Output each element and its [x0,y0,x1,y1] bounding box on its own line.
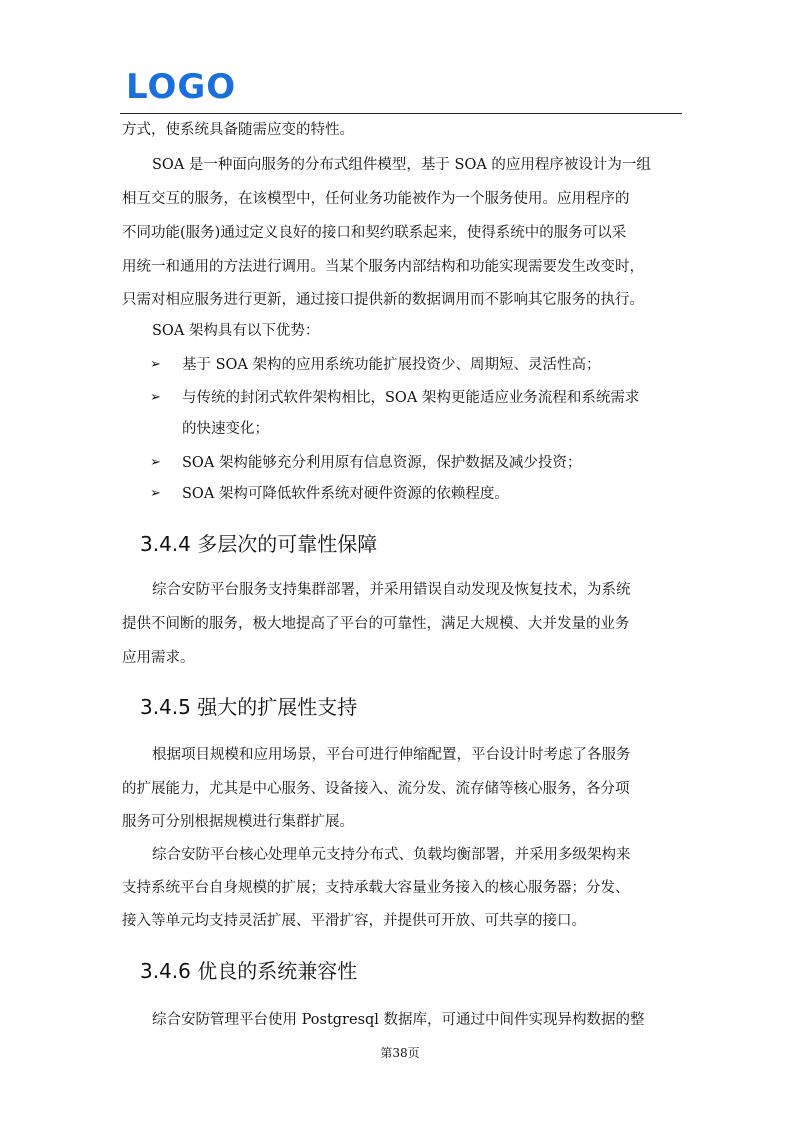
bullet-arrow-icon: ➢ [150,486,161,501]
paragraph-line: 用统一和通用的方法进行调用。当某个服务内部结构和功能实现需要发生改变时， [122,259,644,275]
bullet-item: SOA 架构能够充分利用原有信息资源，保护数据及减少投资； [182,455,582,471]
paragraph-line: 综合安防平台服务支持集群部署，并采用错误自动发现及恢复技术，为系统 [152,582,631,598]
paragraph-line: 综合安防平台核心处理单元支持分布式、负载均衡部署，并采用多级架构来 [152,847,631,863]
section-heading: 3.4.6 优良的系统兼容性 [140,959,358,983]
paragraph-line: 根据项目规模和应用场景，平台可进行伸缩配置，平台设计时考虑了各服务 [152,747,631,763]
paragraph-line: 的扩展能力，尤其是中心服务、设备接入、流分发、流存储等核心服务，各分项 [122,781,630,797]
header-rule [120,113,682,114]
bullet-item: 基于 SOA 架构的应用系统功能扩展投资少、周期短、灵活性高； [182,357,601,373]
paragraph-line: 服务可分别根据规模进行集群扩展。 [122,814,354,830]
paragraph-line: 支持系统平台自身规模的扩展；支持承载大容量业务接入的核心服务器；分发、 [122,880,630,896]
paragraph-line: 相互交互的服务，在该模型中，任何业务功能被作为一个服务使用。应用程序的 [122,191,630,207]
logo: LOGO [126,67,237,107]
section-heading: 3.4.5 强大的扩展性支持 [140,695,358,719]
bullet-arrow-icon: ➢ [150,390,161,405]
bullet-arrow-icon: ➢ [150,455,161,470]
section-heading: 3.4.4 多层次的可靠性保障 [140,532,378,556]
paragraph-line: SOA 是一种面向服务的分布式组件模型，基于 SOA 的应用程序被设计为一组 [152,157,651,173]
page-number: 第38页 [380,1046,420,1060]
paragraph-line: 应用需求。 [122,650,195,666]
bullet-arrow-icon: ➢ [150,357,161,372]
bullet-item-continuation: 的快速变化； [182,421,269,437]
paragraph-line: 只需对相应服务进行更新，通过接口提供新的数据调用而不影响其它服务的执行。 [122,292,644,308]
bullet-item: 与传统的封闭式软件架构相比，SOA 架构更能适应业务流程和系统需求 [182,390,640,406]
paragraph-line: SOA 架构具有以下优势： [152,323,320,339]
paragraph-line: 方式，使系统具备随需应变的特性。 [122,122,354,138]
paragraph-line: 接入等单元均支持灵活扩展、平滑扩容，并提供可开放、可共享的接口。 [122,913,586,929]
paragraph-line: 提供不间断的服务，极大地提高了平台的可靠性，满足大规模、大并发量的业务 [122,616,630,632]
bullet-item: SOA 架构可降低软件系统对硬件资源的依赖程度。 [182,486,509,502]
paragraph-line: 综合安防管理平台使用 Postgresql 数据库，可通过中间件实现异构数据的整 [152,1012,645,1028]
paragraph-line: 不同功能(服务)通过定义良好的接口和契约联系起来，使得系统中的服务可以采 [122,225,627,241]
